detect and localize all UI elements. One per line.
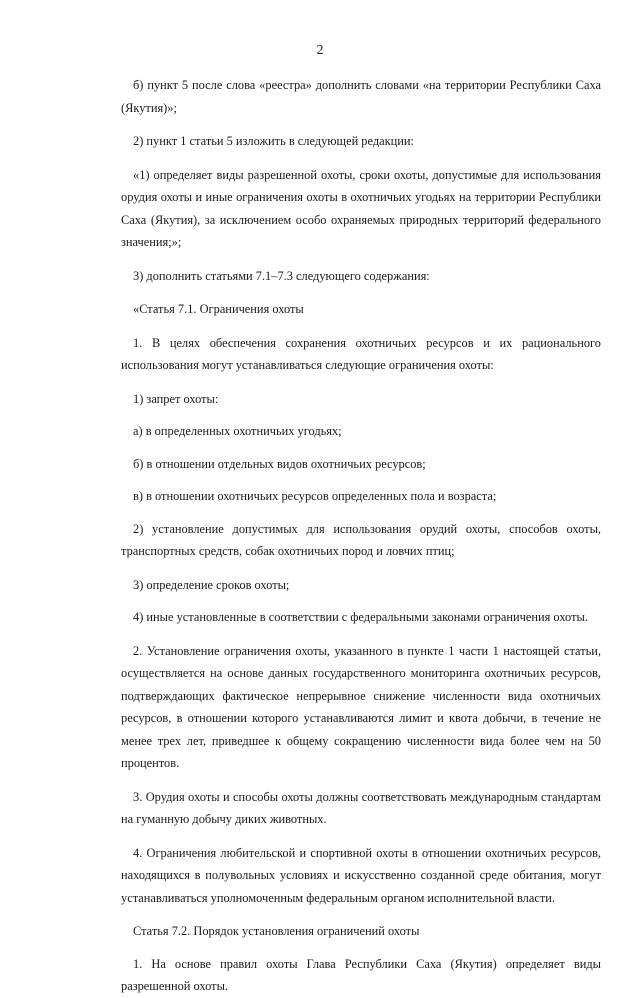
list-item-2: 2) установление допустимых для использования орудий охоты, способов охоты, транспортных средств, собак охотничьих пород и ловчих птиц;: [121, 521, 601, 558]
list-item-1-ban: 1) запрет охоты:: [133, 391, 219, 406]
list-item-4: 4) иные установленные в соответствии с федеральными законами ограничения охоты.: [133, 610, 588, 624]
article-7-2-heading: Статья 7.2. Порядок установления ограничений охоты: [133, 924, 420, 938]
article-7-1-part-1: 1. В целях обеспечения сохранения охотничьих ресурсов и их рационального использования могут устанавливаться следующие ограничения охоты:: [121, 335, 601, 372]
article-7-1-part-2: 2. Установление ограничения охоты, указанного в пункте 1 части 1 настоящей статьи, осуществляется на основе данных государственного мониторинга охотничьих ресурсов, подтверждающих фактическое непрерывное снижение численности вида охотничьих ресурсов, в отношении которого устанавливаются лимит и квота добычи, в течение не менее трех лет, приведшее к общему сокращению численности вида более чем на 50 процентов.: [121, 643, 601, 770]
paragraph-b-point-5: б) пункт 5 после слова «реестра» дополнить словами «на территории Республики Саха (Якутия)»;: [121, 78, 601, 115]
paragraph-3-add-articles: 3) дополнить статьями 7.1–7.3 следующего содержания:: [133, 268, 430, 283]
paragraph-2-article-5: 2) пункт 1 статьи 5 изложить в следующей редакции:: [133, 134, 415, 148]
list-item-3: 3) определение сроков охоты;: [133, 577, 290, 592]
article-7-1-part-3: 3. Орудия охоты и способы охоты должны соответствовать международным стандартам на гуманную добычу диких животных.: [121, 789, 601, 826]
list-subitem-v: в) в отношении охотничьих ресурсов определенных пола и возраста;: [133, 489, 497, 503]
document-body: [121, 74, 601, 998]
page-number: 2: [316, 43, 324, 58]
list-subitem-a: а) в определенных охотничьих угодьях;: [133, 424, 342, 438]
paragraph-quoted-point-1: «1) определяет виды разрешенной охоты, сроки охоты, допустимые для использования орудия охоты и иные ограничения охоты в охотничьих угодьях на территории Республики Саха (Якутия), за исключением особо охраняемых природных территорий федерального значения;»;: [121, 167, 601, 249]
list-subitem-b: б) в отношении отдельных видов охотничьих ресурсов;: [133, 456, 426, 471]
article-7-1-part-4: 4. Ограничения любительской и спортивной охоты в отношении охотничьих ресурсов, находящихся в полувольных условиях и искусственно созданной среде обитания, могут устанавливаться уполномоченным федеральным органом исполнительной власти.: [121, 845, 601, 905]
article-7-2-part-1: 1. На основе правил охоты Глава Республики Саха (Якутия) определяет виды разрешенной охоты.: [121, 956, 601, 993]
article-7-1-heading: «Статья 7.1. Ограничения охоты: [133, 302, 304, 316]
